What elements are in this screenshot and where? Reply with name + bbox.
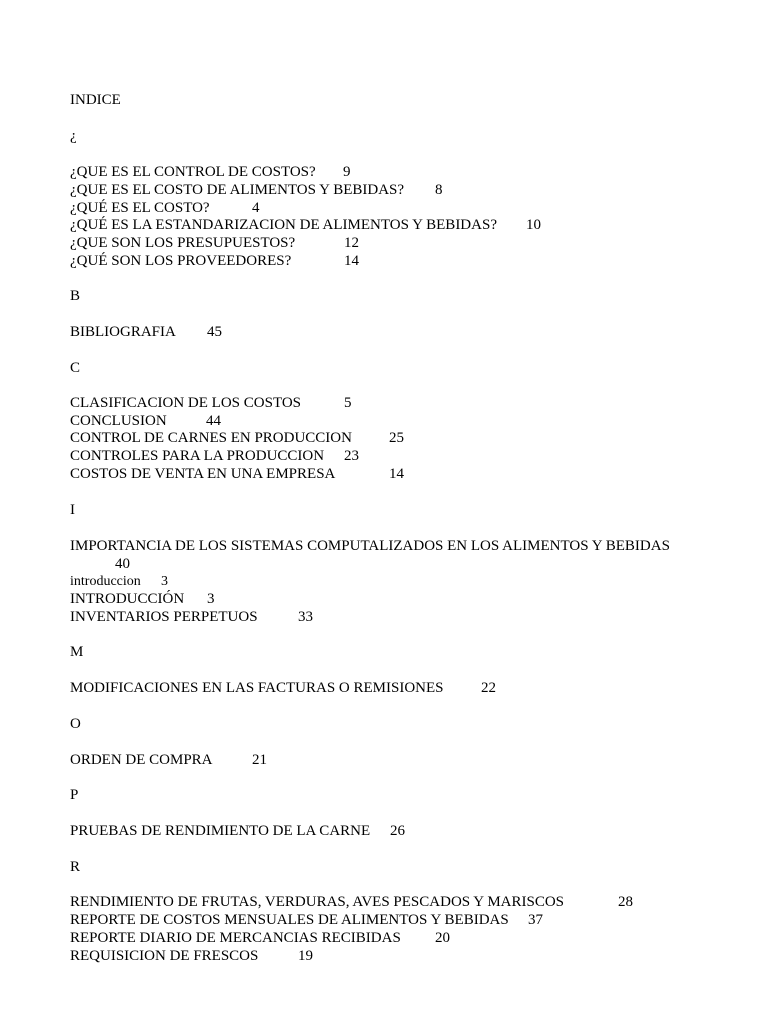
section-letter: C	[70, 360, 81, 376]
index-entry-page: 4	[252, 200, 260, 216]
index-entry-page: 3	[207, 591, 215, 607]
index-entry-page: 26	[390, 823, 405, 839]
index-entry: CONTROLES PARA LA PRODUCCION	[70, 448, 325, 464]
index-entry-page: 45	[207, 324, 222, 340]
index-entry-page: 22	[481, 680, 496, 696]
index-title: INDICE	[70, 92, 121, 108]
index-entry: RENDIMIENTO DE FRUTAS, VERDURAS, AVES PESCADOS Y MARISCOS	[70, 894, 565, 910]
index-entry: CONTROL DE CARNES EN PRODUCCION	[70, 430, 352, 446]
index-entry: ¿QUE ES EL CONTROL DE COSTOS?	[70, 164, 316, 180]
index-entry: ¿QUE ES EL COSTO DE ALIMENTOS Y BEBIDAS?	[70, 182, 405, 198]
index-entry-page: 10	[526, 217, 541, 233]
index-entry: IMPORTANCIA DE LOS SISTEMAS COMPUTALIZADOS EN LOS ALIMENTOS Y BEBIDAS	[70, 538, 670, 554]
index-entry: MODIFICACIONES EN LAS FACTURAS O REMISIONES	[70, 680, 444, 696]
index-entry-page: 9	[343, 164, 351, 180]
index-entry-page: 40	[115, 556, 130, 572]
index-entry-page: 37	[528, 912, 543, 928]
section-letter: I	[70, 502, 75, 518]
index-entry-page: 28	[618, 894, 633, 910]
index-entry-page: 44	[206, 413, 221, 429]
index-entry: PRUEBAS DE RENDIMIENTO DE LA CARNE	[70, 823, 371, 839]
index-entry: introduccion	[70, 574, 141, 589]
index-entry: REPORTE DE COSTOS MENSUALES DE ALIMENTOS Y BEBIDAS	[70, 912, 509, 928]
index-entry-page: 14	[389, 466, 404, 482]
index-entry-page: 33	[298, 609, 313, 625]
index-entry-page: 23	[344, 448, 359, 464]
index-entry-page: 3	[161, 574, 168, 589]
index-entry: INVENTARIOS PERPETUOS	[70, 609, 258, 625]
index-entry: REPORTE DIARIO DE MERCANCIAS RECIBIDAS	[70, 930, 401, 946]
index-entry-page: 14	[344, 253, 359, 269]
index-entry: ORDEN DE COMPRA	[70, 752, 213, 768]
index-entry: INTRODUCCIÓN	[70, 591, 185, 607]
index-entry-page: 19	[298, 948, 313, 964]
index-entry: COSTOS DE VENTA EN UNA EMPRESA	[70, 466, 336, 482]
section-letter: P	[70, 787, 79, 803]
section-letter: M	[70, 644, 84, 660]
index-entry: ¿QUÉ ES EL COSTO?	[70, 200, 210, 216]
index-entry: ¿QUÉ SON LOS PROVEEDORES?	[70, 253, 292, 269]
index-entry-page: 20	[435, 930, 450, 946]
index-entry-page: 8	[435, 182, 443, 198]
index-entry: REQUISICION DE FRESCOS	[70, 948, 259, 964]
section-letter: ¿	[70, 128, 77, 144]
index-entry-page: 5	[344, 395, 352, 411]
section-letter: B	[70, 288, 81, 304]
index-entry-page: 12	[344, 235, 359, 251]
index-entry: ¿QUE SON LOS PRESUPUESTOS?	[70, 235, 296, 251]
index-entry: ¿QUÉ ES LA ESTANDARIZACION DE ALIMENTOS Y BEBIDAS?	[70, 217, 497, 233]
index-entry-page: 21	[252, 752, 267, 768]
index-entry: CLASIFICACION DE LOS COSTOS	[70, 395, 302, 411]
section-letter: O	[70, 716, 81, 732]
index-entry: BIBLIOGRAFIA	[70, 324, 176, 340]
section-letter: R	[70, 859, 81, 875]
index-entry-page: 25	[389, 430, 404, 446]
index-entry: CONCLUSION	[70, 413, 167, 429]
